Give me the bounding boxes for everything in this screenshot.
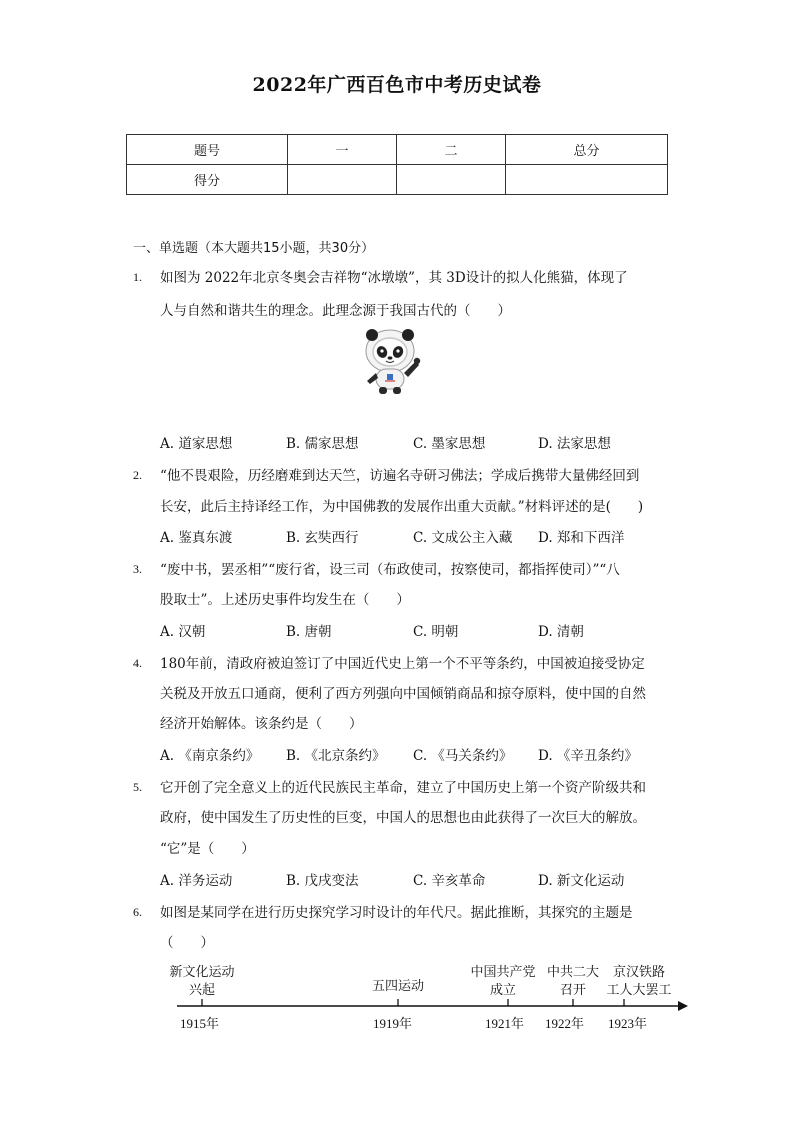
- score-table: [126, 134, 668, 195]
- question-text: 它开创了完全意义上的近代民族民主革命，建立了中国历史上第一个资产阶级共和: [160, 780, 646, 796]
- timeline-event-text: 中共二大: [546, 965, 599, 980]
- score-cell: [397, 165, 506, 195]
- exam-title: 2022年广西百色市中考历史试卷: [252, 74, 542, 96]
- timeline-year: 1919年: [373, 1016, 413, 1031]
- option-a[interactable]: A. 汉朝: [160, 624, 206, 640]
- timeline-year: 1922年: [545, 1016, 585, 1031]
- timeline-event-text: 工人大罢工: [606, 983, 672, 998]
- question-text: 经济开始解体。该条约是（ ）: [160, 716, 363, 732]
- option-b[interactable]: B. 戊戌变法: [286, 873, 359, 889]
- question-text: 180年前，清政府被迫签订了中国近代史上第一个不平等条约，中国被迫接受协定: [160, 656, 645, 672]
- option-c[interactable]: C. 墨家思想: [413, 436, 486, 452]
- question-text: “他不畏艰险，历经磨难到达天竺，访遍名寺研习佛法；学成后携带大量佛经回到: [160, 468, 640, 484]
- timeline-year: 1923年: [608, 1016, 648, 1031]
- option-c[interactable]: C. 辛亥革命: [413, 873, 486, 889]
- option-d[interactable]: D. 清朝: [538, 624, 584, 640]
- question-text: 如图为 2022年北京冬奥会吉祥物“冰墩墩”，其 3D设计的拟人化熊猫，体现了: [160, 270, 628, 286]
- option-d[interactable]: D. 郑和下西洋: [538, 530, 625, 546]
- option-c[interactable]: C. 《马关条约》: [413, 748, 513, 764]
- option-b[interactable]: B. 《北京条约》: [286, 748, 386, 764]
- question-text: 长安，此后主持译经工作，为中国佛教的发展作出重大贡献。”材料评述的是( ): [160, 499, 644, 515]
- timeline-event-text: 京汉铁路: [612, 965, 665, 980]
- timeline-arrow-icon: [678, 1001, 688, 1011]
- question-text: （ ）: [160, 935, 214, 951]
- question-number: 6.: [133, 905, 142, 919]
- question-number: 1.: [133, 270, 142, 284]
- score-header-cell: 题号: [127, 135, 288, 165]
- timeline-event-text: 中国共产党: [470, 965, 536, 980]
- question-text: 关税及开放五口通商，便利了西方列强向中国倾销商品和掠夺原料，使中国的自然: [160, 686, 646, 702]
- question-text: 股取士”。上述历史事件均发生在（ ）: [160, 592, 410, 608]
- option-b[interactable]: B. 儒家思想: [286, 436, 359, 452]
- score-header-cell: 总分: [506, 135, 668, 165]
- question-number: 3.: [133, 562, 142, 576]
- section-heading: 一、单选题（本大题共15小题，共30分）: [133, 241, 375, 256]
- option-b[interactable]: B. 玄奘西行: [286, 530, 359, 546]
- question-number: 2.: [133, 468, 142, 482]
- timeline-year: 1915年: [180, 1016, 220, 1031]
- option-b[interactable]: B. 唐朝: [286, 624, 332, 640]
- option-d[interactable]: D. 法家思想: [538, 436, 611, 452]
- option-a[interactable]: A. 道家思想: [160, 436, 233, 452]
- timeline-event-1921: [463, 964, 543, 1000]
- option-d[interactable]: D. 《辛丑条约》: [538, 748, 638, 764]
- question-number: 5.: [133, 780, 142, 794]
- option-a[interactable]: A. 鉴真东渡: [160, 530, 233, 546]
- score-header-cell: 二: [397, 135, 506, 165]
- question-text: 人与自然和谐共生的理念。此理念源于我国古代的（ ）: [160, 303, 511, 319]
- score-row-label: 得分: [127, 165, 288, 195]
- score-cell: [288, 165, 397, 195]
- timeline-event-1919: [358, 978, 438, 996]
- score-table-score-row: [127, 165, 668, 195]
- question-text: 如图是某同学在进行历史探究学习时设计的年代尺。据此推断，其探究的主题是: [160, 905, 633, 921]
- option-c[interactable]: C. 明朝: [413, 624, 459, 640]
- timeline-event-text: 新文化运动: [169, 965, 235, 980]
- score-header-cell: 一: [288, 135, 397, 165]
- timeline-event-text: 兴起: [188, 983, 215, 998]
- timeline-event-text: 召开: [559, 983, 586, 998]
- timeline-event-text: 五四运动: [371, 979, 424, 994]
- score-cell: [506, 165, 668, 195]
- timeline-event-1915: [162, 964, 242, 1000]
- question-text: 政府，使中国发生了历史性的巨变，中国人的思想也由此获得了一次巨大的解放。: [160, 810, 646, 826]
- question-text: “它”是（ ）: [160, 841, 255, 857]
- question-number: 4.: [133, 656, 142, 670]
- option-d[interactable]: D. 新文化运动: [538, 873, 625, 889]
- option-c[interactable]: C. 文成公主入藏: [413, 530, 513, 546]
- timeline-year: 1921年: [485, 1016, 525, 1031]
- timeline-event-1923: [596, 964, 682, 1000]
- score-table-header-row: [127, 135, 668, 165]
- timeline-diagram: [160, 958, 700, 1038]
- timeline-event-text: 成立: [489, 983, 516, 998]
- option-a[interactable]: A. 《南京条约》: [160, 748, 260, 764]
- bing-dwen-dwen-mascot-icon: [358, 327, 422, 395]
- question-text: “废中书，罢丞相”“废行省，设三司（布政使司，按察使司，都指挥使司）”“八: [160, 562, 620, 578]
- option-a[interactable]: A. 洋务运动: [160, 873, 233, 889]
